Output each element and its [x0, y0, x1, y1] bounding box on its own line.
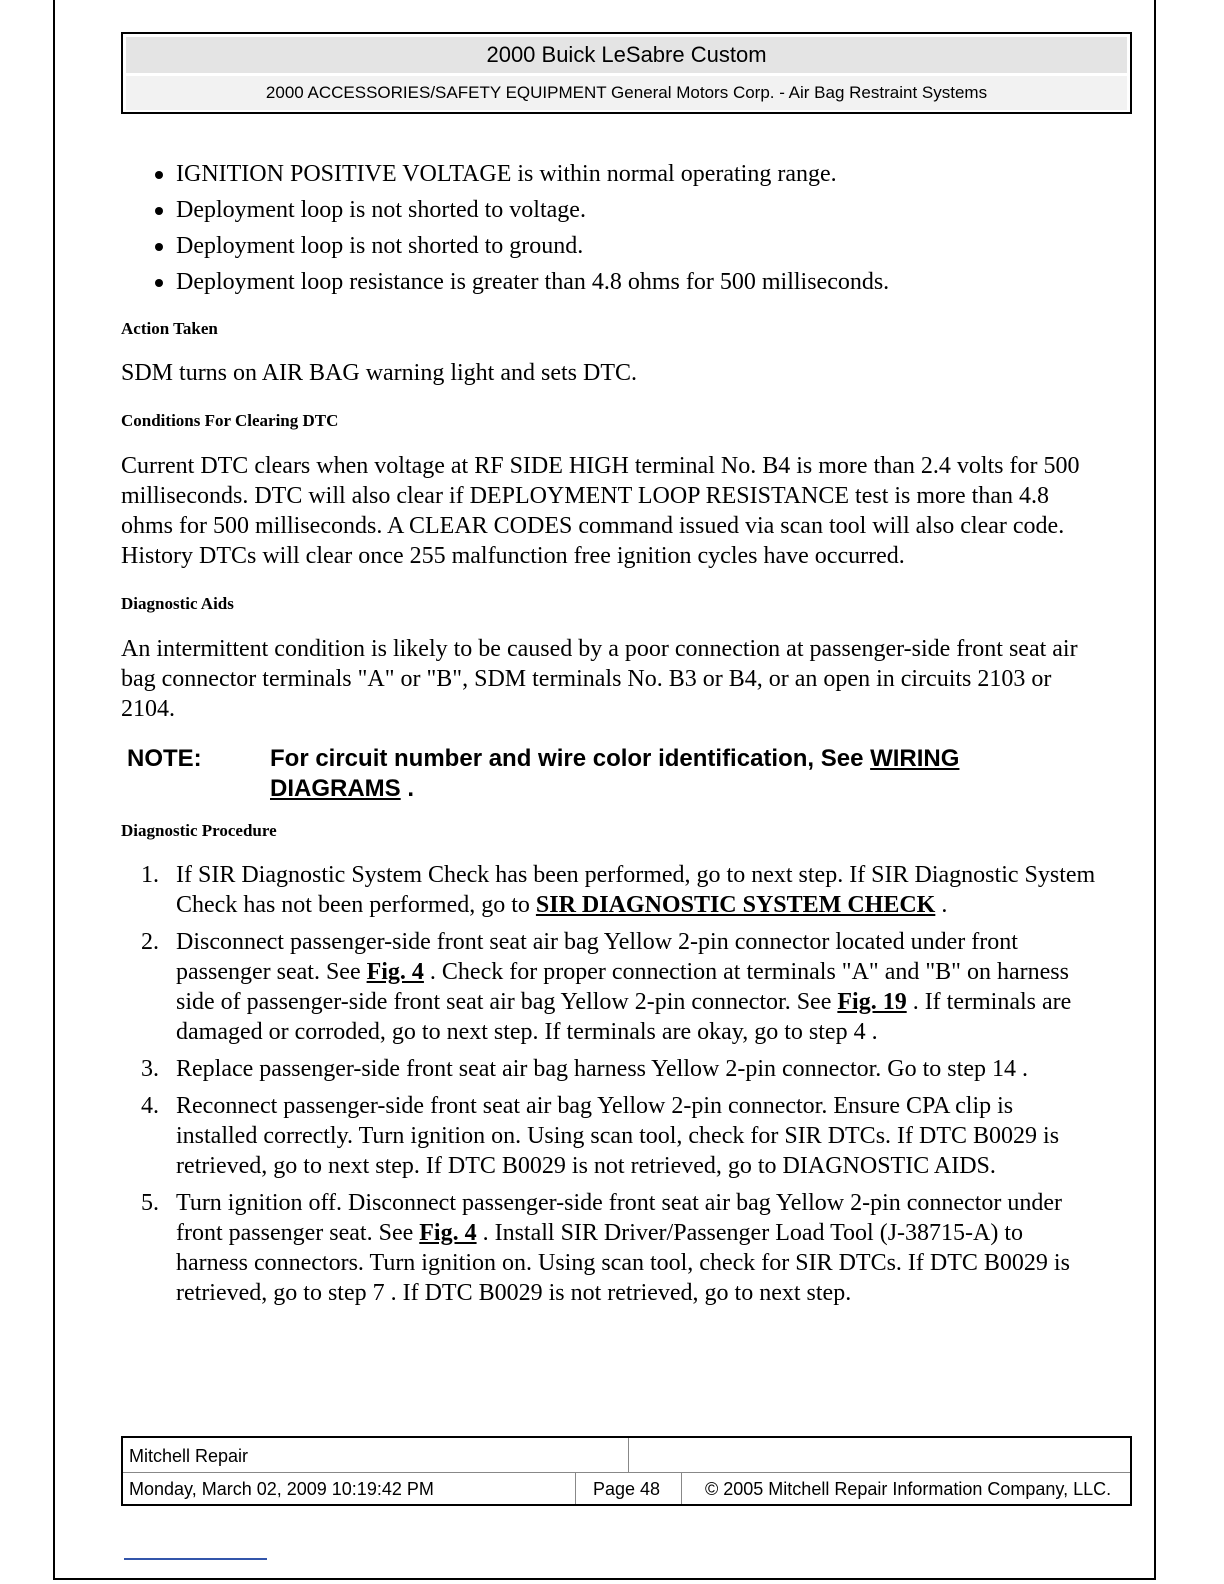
section-subtitle: 2000 ACCESSORIES/SAFETY EQUIPMENT General Motors Corp. - Air Bag Restraint Systems — [126, 76, 1127, 110]
page-number: Page 48 — [593, 1479, 661, 1499]
list-item: Deployment loop is not shorted to ground. — [121, 228, 1096, 264]
step-text: Replace passenger-side front seat air bag harness Yellow 2-pin connector. Go to step 14 . — [176, 1056, 1028, 1082]
footer-divider — [681, 1472, 682, 1504]
procedure-step-3 — [121, 1054, 1096, 1084]
procedure-step-1 — [121, 860, 1096, 920]
note-text — [270, 744, 1096, 804]
document-content — [121, 156, 1096, 1315]
fig-19-link[interactable]: Fig. 19 — [837, 989, 907, 1015]
clearing-heading: Conditions For Clearing DTC — [121, 411, 339, 430]
step-number: 4. — [141, 1093, 159, 1119]
list-item: IGNITION POSITIVE VOLTAGE is within normal operating range. — [121, 156, 1096, 192]
step-number: 1. — [141, 862, 159, 888]
step-text: . — [941, 892, 948, 918]
list-item: Deployment loop resistance is greater than 4.8 ohms for 500 milliseconds. — [121, 264, 1096, 300]
step-text: . Check for proper connection at terminals "A" and "B" on harness side of passenger-side front seat air bag Yellow 2-pin connector. See — [176, 959, 1069, 1015]
list-item: Deployment loop is not shorted to voltage. — [121, 192, 1096, 228]
footer-copyright: © 2005 Mitchell Repair Information Company, LLC. — [705, 1479, 1112, 1499]
wiring-diagrams-link[interactable]: WIRING DIAGRAMS — [270, 745, 960, 802]
vehicle-title: 2000 Buick LeSabre Custom — [126, 37, 1127, 73]
procedure-heading: Diagnostic Procedure — [121, 821, 277, 840]
step-text: Disconnect passenger-side front seat air bag Yellow 2-pin connector located under front passenger seat. See — [176, 929, 1018, 985]
fig-4-link[interactable]: Fig. 4 — [419, 1220, 477, 1246]
footer-divider — [575, 1472, 576, 1504]
step-text: Turn ignition off. Disconnect passenger-side front seat air bag Yellow 2-pin connector under front passenger seat. See — [176, 1190, 1063, 1246]
note-tail: . — [407, 775, 415, 802]
condition-list — [121, 156, 1096, 300]
step-text: . Install SIR Driver/Passenger Load Tool (J-38715-A) to harness connectors. Turn ignition on. Using scan tool, check for SIR DTCs. If DTC B0029 is retrieved, go to step 7 . If DTC B0029 is not retrieved, go to next step. — [176, 1220, 1070, 1306]
step-text: If SIR Diagnostic System Check has been performed, go to next step. If SIR Diagnostic System Check has not been performed, go to — [176, 862, 1096, 918]
page-header — [121, 32, 1132, 114]
diagnostic-aids-text: An intermittent condition is likely to be caused by a poor connection at passenger-side front seat air bag connector terminals "A" or "B", SDM terminals No. B3 or B4, or an open in circuits 2103 or 2104. — [121, 636, 1078, 722]
step-text: Reconnect passenger-side front seat air bag Yellow 2-pin connector. Ensure CPA clip is installed correctly. Turn ignition on. Using scan tool, check for SIR DTCs. If DTC B0029 is retrieved, go to next step. If DTC B0029 is not retrieved, go to DIAGNOSTIC AIDS. — [176, 1093, 1060, 1179]
diagnostic-aids-heading: Diagnostic Aids — [121, 594, 234, 613]
procedure-step-4 — [121, 1091, 1096, 1181]
step-number: 3. — [141, 1056, 159, 1082]
action-taken-text: SDM turns on AIR BAG warning light and sets DTC. — [121, 360, 637, 386]
note-body: For circuit number and wire color identification, See — [270, 745, 864, 772]
step-text: . If terminals are damaged or corroded, go to next step. If terminals are okay, go to step 4 . — [176, 989, 1072, 1045]
procedure-step-5 — [121, 1188, 1096, 1308]
footer-date: Monday, March 02, 2009 10:19:42 PM — [129, 1479, 434, 1499]
footer-divider — [123, 1472, 1130, 1473]
procedure-step-2 — [121, 927, 1096, 1047]
note-box — [121, 744, 1096, 804]
footer-divider — [628, 1438, 629, 1472]
bottom-rule — [124, 1558, 267, 1560]
sir-diagnostic-system-check-link[interactable]: SIR DIAGNOSTIC SYSTEM CHECK — [535, 892, 936, 918]
fig-4-link[interactable]: Fig. 4 — [366, 959, 424, 985]
note-label: NOTE: — [127, 745, 202, 772]
footer-source: Mitchell Repair — [129, 1446, 249, 1466]
page-footer — [121, 1436, 1132, 1506]
procedure-steps — [121, 860, 1096, 1308]
clearing-text: Current DTC clears when voltage at RF SIDE HIGH terminal No. B4 is more than 2.4 volts for 500 milliseconds. DTC will also clear if DEPLOYMENT LOOP RESISTANCE test is more than 4.8 ohms for 500 milliseconds. A CLEAR CODES command issued via scan tool will also clear code. History DTCs will clear once 255 malfunction free ignition cycles have occurred. — [121, 453, 1080, 569]
step-number: 2. — [141, 929, 159, 955]
action-taken-heading: Action Taken — [121, 319, 218, 338]
step-number: 5. — [141, 1190, 159, 1216]
